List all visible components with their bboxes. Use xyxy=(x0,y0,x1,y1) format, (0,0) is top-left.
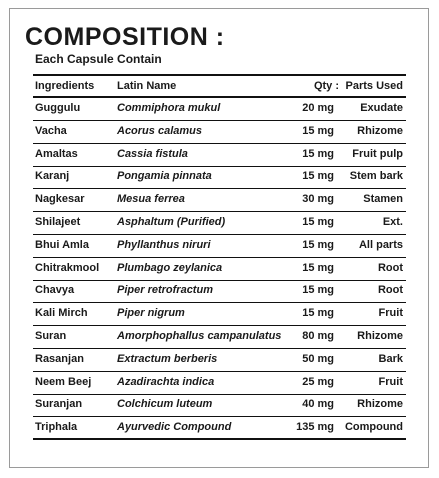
latin-name-cell: Amorphophallus campanulatus xyxy=(117,330,282,342)
table-row xyxy=(33,98,406,121)
latin-name-cell: Piper nigrum xyxy=(117,307,185,320)
qty-cell: 15 mg xyxy=(302,284,334,297)
subtitle: Each Capsule Contain xyxy=(35,52,162,66)
ingredient-cell: Amaltas xyxy=(35,147,78,160)
part-used-cell: Stamen xyxy=(363,193,403,206)
qty-cell: 15 mg xyxy=(302,124,334,137)
part-used-cell: Rhizome xyxy=(357,124,403,137)
table-row xyxy=(33,258,406,281)
qty-cell: 40 mg xyxy=(302,398,334,411)
qty-cell: 15 mg xyxy=(302,307,334,320)
qty-cell: 15 mg xyxy=(302,147,334,160)
table-row xyxy=(33,121,406,144)
qty-cell: 15 mg xyxy=(302,238,334,251)
header-latin-name: Latin Name xyxy=(117,80,177,92)
header-qty: Qty : xyxy=(313,80,339,92)
table-row xyxy=(33,235,406,258)
table-row xyxy=(33,349,406,372)
qty-cell: 80 mg xyxy=(302,330,334,342)
ingredient-cell: Nagkesar xyxy=(35,193,85,206)
ingredient-cell: Chitrakmool xyxy=(35,261,100,274)
qty-cell: 20 mg xyxy=(302,102,334,114)
qty-cell: 25 mg xyxy=(302,375,334,388)
latin-name-cell: Ayurvedic Compound xyxy=(117,421,232,434)
table-row xyxy=(33,144,406,167)
qty-cell: 15 mg xyxy=(302,170,334,183)
table-row xyxy=(33,372,406,395)
part-used-cell: Rhizome xyxy=(357,330,403,342)
part-used-cell: Fruit xyxy=(378,375,403,388)
table-row xyxy=(33,417,406,440)
qty-cell: 15 mg xyxy=(302,216,334,228)
latin-name-cell: Colchicum luteum xyxy=(117,398,213,411)
table-row xyxy=(33,326,406,349)
table-row xyxy=(33,189,406,212)
qty-cell: 15 mg xyxy=(302,261,334,274)
table-row xyxy=(33,280,406,303)
table-header xyxy=(33,76,406,98)
latin-name-cell: Acorus calamus xyxy=(117,124,202,137)
latin-name-cell: Asphaltum (Purified) xyxy=(117,216,226,228)
ingredient-cell: Guggulu xyxy=(35,102,81,114)
part-used-cell: All parts xyxy=(358,238,403,251)
latin-name-cell: Azadirachta indica xyxy=(117,375,215,388)
table-row xyxy=(33,303,406,326)
part-used-cell: Root xyxy=(377,261,403,274)
ingredient-cell: Rasanjan xyxy=(35,352,84,365)
header-parts-used: Parts Used xyxy=(345,80,403,92)
ingredient-cell: Shilajeet xyxy=(35,216,81,228)
latin-name-cell: Cassia fistula xyxy=(117,147,188,160)
qty-cell: 50 mg xyxy=(302,352,334,365)
latin-name-cell: Mesua ferrea xyxy=(117,193,185,206)
part-used-cell: Compound xyxy=(344,421,403,434)
table-row xyxy=(33,212,406,235)
ingredient-cell: Neem Beej xyxy=(35,375,92,388)
ingredient-cell: Bhui Amla xyxy=(35,238,89,251)
part-used-cell: Ext. xyxy=(382,216,403,228)
table-row xyxy=(33,166,406,189)
latin-name-cell: Commiphora mukul xyxy=(117,102,221,114)
header-ingredients: Ingredients xyxy=(35,80,95,92)
latin-name-cell: Phyllanthus niruri xyxy=(117,238,211,251)
latin-name-cell: Pongamia pinnata xyxy=(117,170,212,183)
part-used-cell: Exudate xyxy=(360,102,403,114)
ingredient-cell: Triphala xyxy=(35,421,78,434)
part-used-cell: Fruit pulp xyxy=(352,147,403,160)
ingredient-cell: Kali Mirch xyxy=(35,307,88,320)
ingredient-cell: Karanj xyxy=(35,170,70,183)
ingredient-cell: Vacha xyxy=(35,124,67,137)
ingredient-cell: Suran xyxy=(35,330,67,342)
qty-cell: 30 mg xyxy=(302,193,334,206)
part-used-cell: Stem bark xyxy=(349,170,403,183)
part-used-cell: Rhizome xyxy=(357,398,403,411)
part-used-cell: Bark xyxy=(378,352,403,365)
table-bottom-rule xyxy=(33,438,406,440)
qty-cell: 135 mg xyxy=(296,421,334,434)
part-used-cell: Root xyxy=(377,284,403,297)
latin-name-cell: Extractum berberis xyxy=(117,352,218,365)
latin-name-cell: Plumbago zeylanica xyxy=(117,261,223,274)
table-row xyxy=(33,394,406,417)
latin-name-cell: Piper retrofractum xyxy=(117,284,213,297)
part-used-cell: Fruit xyxy=(378,307,403,320)
page-title: COMPOSITION : xyxy=(25,23,225,51)
ingredient-cell: Suranjan xyxy=(35,398,83,411)
ingredient-cell: Chavya xyxy=(35,284,75,297)
